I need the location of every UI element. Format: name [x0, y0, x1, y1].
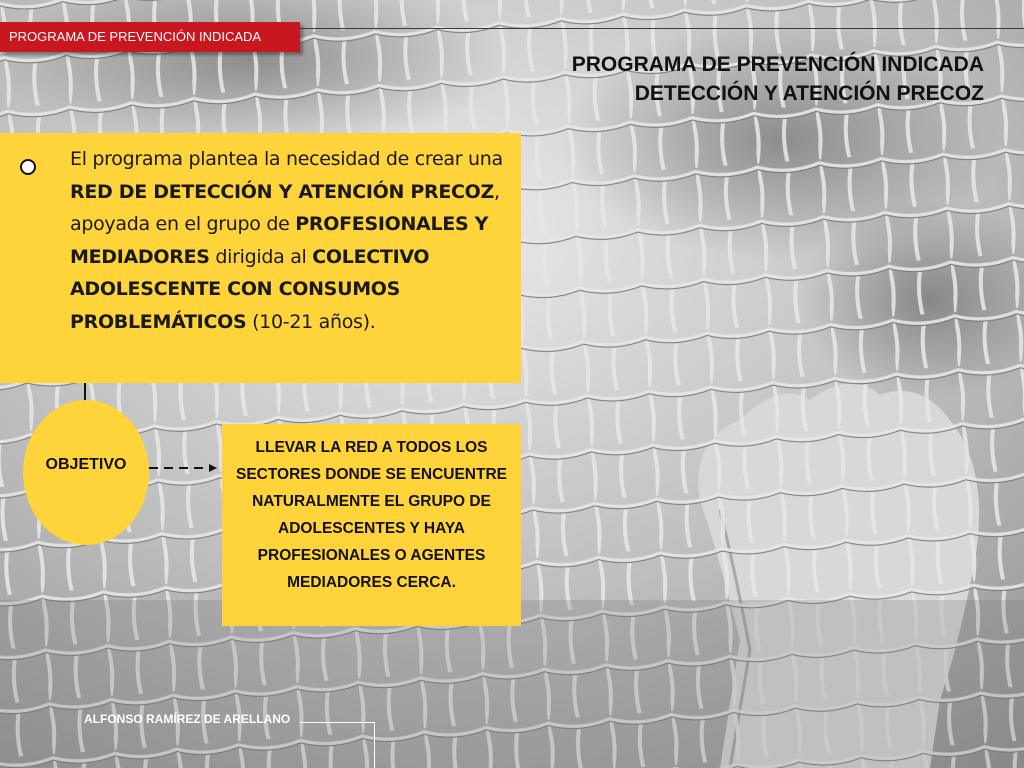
dashed-arrow-icon: [149, 461, 219, 475]
description-part-1: El programa plantea la necesidad de crear una: [70, 148, 503, 170]
bullet-circle-icon: [20, 159, 36, 175]
description-bold-1: RED DE DETECCIÓN Y ATENCIÓN PRECOZ: [70, 180, 495, 203]
description-bold-2: PROFESIONALES Y MEDIADORES: [70, 213, 489, 268]
header-divider: [300, 28, 1024, 29]
description-text: [70, 143, 510, 338]
footer-divider: [300, 722, 374, 723]
description-part-3: dirigida al: [209, 245, 313, 268]
connector-line: [84, 383, 86, 401]
title-line-2: DETECCIÓN Y ATENCIÓN PRECOZ: [634, 82, 984, 105]
description-part-4: (10-21 años).: [246, 310, 376, 333]
section-tag: PROGRAMA DE PREVENCIÓN INDICADA: [0, 22, 300, 52]
footer-author: ALFONSO RAMÍREZ DE ARELLANO: [84, 712, 291, 726]
description-part-2: , apoyada en el grupo de: [70, 180, 500, 235]
objective-label: OBJETIVO: [45, 456, 127, 473]
objective-text: LLEVAR LA RED A TODOS LOS SECTORES DONDE SE ENCUENTRE NATURALMENTE EL GRUPO DE ADOLESCENTES Y HAYA PROFESIONALES O AGENTES MEDIADORES CERCA.: [222, 424, 521, 626]
footer-divider-vertical: [374, 722, 375, 768]
description-bold-3: COLECTIVO ADOLESCENTE CON CONSUMOS PROBLEMÁTICOS: [70, 245, 430, 333]
slide-title: [344, 50, 984, 108]
title-line-1: PROGRAMA DE PREVENCIÓN INDICADA: [571, 53, 984, 76]
